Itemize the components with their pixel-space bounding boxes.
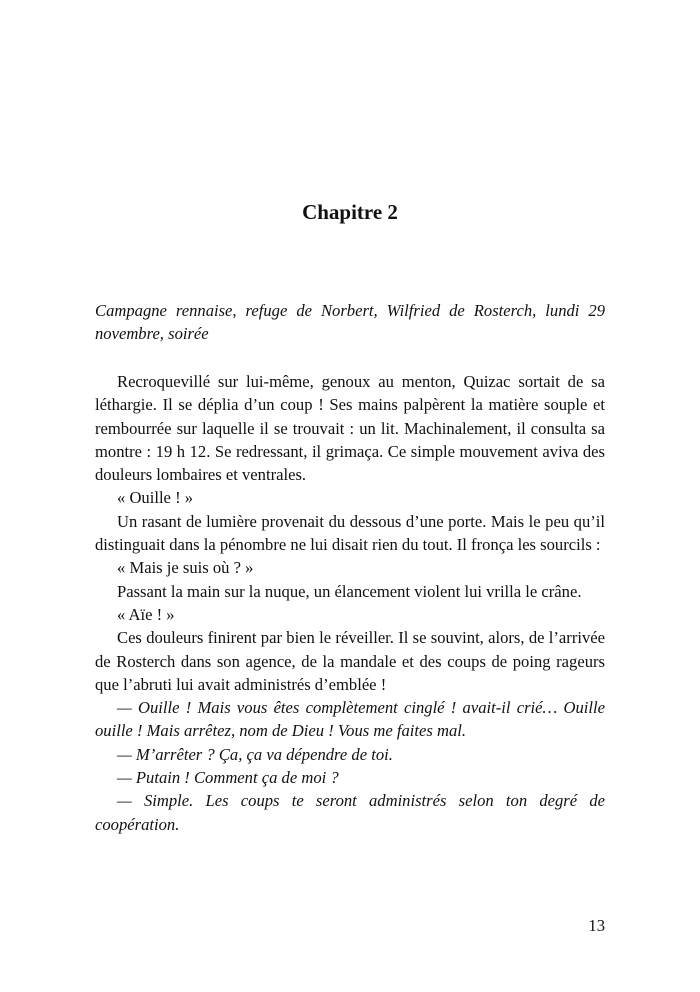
dialogue-line: — M’arrêter ? Ça, ça va dépendre de toi. <box>117 744 393 764</box>
paragraph: Ces douleurs finirent par bien le réveiller. Il se souvint, alors, de l’arrivée de Rosterch dans son agence, de la mandale et des coups de poing rageurs que l’abruti lui avait administrés d’emblée ! <box>95 628 605 694</box>
dialogue-line: — Simple. Les coups te seront administrés selon ton degré de coopération. <box>95 791 605 834</box>
body-text <box>95 370 605 836</box>
paragraph: Un rasant de lumière provenait du dessous d’une porte. Mais le peu qu’il distinguait dans la pénombre ne lui disait rien du tout. Il fronça les sourcils : <box>95 511 605 555</box>
dialogue-line: — Putain ! Comment ça de moi ? <box>117 768 339 788</box>
paragraph: « Ouille ! » <box>117 488 194 508</box>
dialogue-line: — Ouille ! Mais vous êtes complètement cinglé ! avait-il crié… Ouille ouille ! Mais arrêtez, nom de Dieu ! Vous me faites mal. <box>95 698 605 741</box>
page-number: 13 <box>588 916 605 935</box>
paragraph: Passant la main sur la nuque, un élancement violent lui vrilla le crâne. <box>117 581 582 601</box>
paragraph: Recroquevillé sur lui-même, genoux au menton, Quizac sortait de sa léthargie. Il se déplia d’un coup ! Ses mains palpèrent la matière souple et rembourrée sur laquelle il se trouvait : un lit. Machinalement, il consulta sa montre : 19 h 12. Se redressant, il grimaça. Ce simple mouvement aviva des douleurs lombaires et ventrales. <box>95 372 605 485</box>
paragraph: « Aïe ! » <box>117 604 175 624</box>
paragraph: « Mais je suis où ? » <box>117 558 254 578</box>
scene-heading: Campagne rennaise, refuge de Norbert, Wilfried de Rosterch, lundi 29 novembre, soirée <box>95 301 605 344</box>
chapter-title: Chapitre 2 <box>302 200 398 224</box>
